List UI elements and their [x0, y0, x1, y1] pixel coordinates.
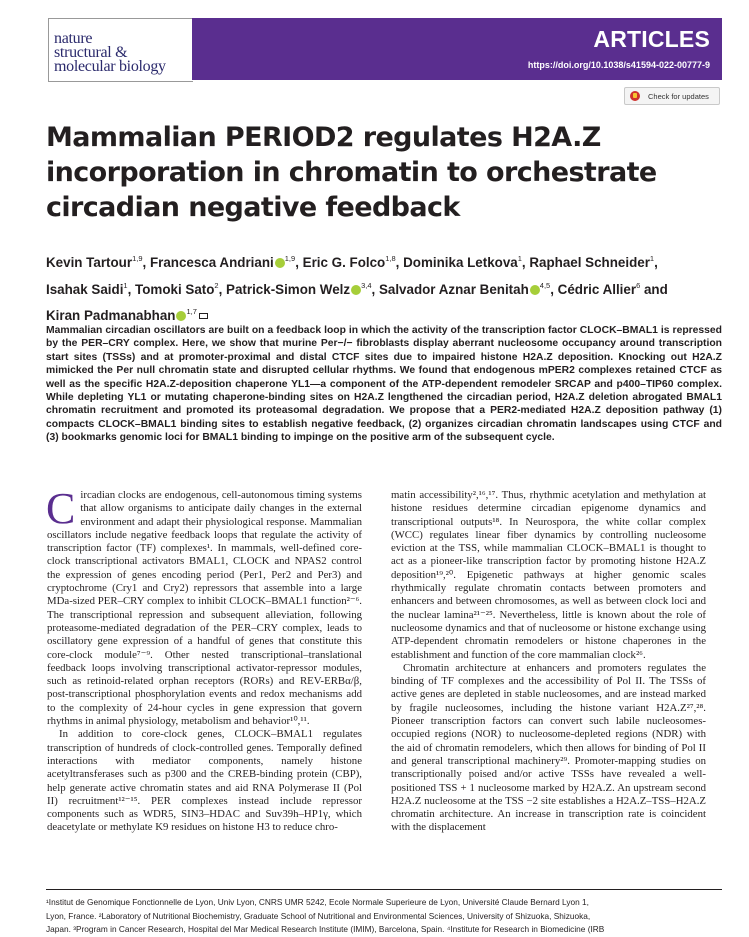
- email-icon[interactable]: [199, 313, 208, 319]
- author-affiliation-marker: 1: [649, 254, 655, 263]
- footnote-divider: [46, 889, 722, 890]
- author-name-text: Cédric Allier: [557, 281, 637, 297]
- journal-name-line-2: structural &: [54, 44, 128, 61]
- author-name[interactable]: [303, 255, 396, 270]
- author-name[interactable]: [46, 255, 143, 270]
- author-name-text: Dominika Letkova: [403, 255, 518, 270]
- body-column-left: [46, 484, 362, 835]
- orcid-icon[interactable]: [530, 285, 540, 295]
- author-name[interactable]: [226, 282, 371, 297]
- author-name-text: Kiran Padmanabhan: [46, 308, 176, 323]
- author-affiliation-marker: 1,8: [385, 254, 396, 263]
- author-name-text: Eric G. Folco: [302, 255, 386, 270]
- author-affiliation-marker: 4,5: [539, 280, 551, 290]
- author-affiliation-marker: 1: [517, 254, 522, 263]
- orcid-icon[interactable]: [275, 258, 285, 268]
- abstract: Mammalian circadian oscillators are built on a feedback loop in which the activity of the transcription factor CLOCK–BMAL1 is repressed by the PER–CRY complex. Here, we show that murine Per−/− fibroblasts display aberrant nucleosome occupancy around transcription start sites (TSSs) and at promoter-proximal and distal CTCF sites due to impaired histone H2A.Z deposition. Knocking out H2A.Z mimicked the Per null chromatin state and disrupted cellular rhythms. We found that endogenous mPER2 complexes retained CTCF as well as the specific H2A.Z-deposition chaperone YL1—a component of the ATP-dependent remodeler SRCAP and p400–TIP60 complex. While depleting YL1 or mutating chaperone-binding sites on H2A.Z lengthened the circadian period, H2A.Z deletion abrogated BMAL1 chromatin recruitment and promoted its proteasomal degradation. We propose that a PER2-mediated H2A.Z deposition pathway (1) compacts CLOCK–BMAL1 binding sites to establish negative feedback, (2) organizes circadian chromatin landscapes using CTCF and (3) bookmarks genomic loci for BMAL1 binding to impinge on the positive arm of the subsequent cycle.: [46, 325, 722, 444]
- affiliation-line: Lyon, France. ²Laboratory of Nutritional Biochemistry, Graduate School of Nutritional and Environmental Sciences, University of Shizuoka, Shizuoka,: [46, 910, 591, 921]
- orcid-icon[interactable]: [176, 311, 186, 321]
- affiliations: [46, 896, 722, 937]
- journal-logo[interactable]: [48, 18, 193, 82]
- body-paragraph: Chromatin architecture at enhancers and promoters regulates the binding of TF complexes and the accessibility of Pol II. The TSSs of active genes are depleted in stable nucleosomes, and are instead marked by fragile nucleosomes, including the histone variant H2A.Z²⁷,²⁸. Pioneer transcription factors can convert such labile nucleosomes-occupied regions (NOR) to nucleosome-depleted regions (NDR) with the aid of chromatin remodelers, which then allows for binding of Pol II and general transcriptional machinery²⁹. Promoter-mapping studies on transcriptionally poised and/or active TSSs have revealed a well-positioned TSS + 1 nucleosome marked by H2A.Z. An upstream second H2A.Z nucleosome at the TSS −2 site establishes a H2A.Z–TSS–H2A.Z chromatin architecture. An increase in transcription rate is coincident with the displacement: [391, 661, 706, 834]
- author-name-text: Salvador Aznar Benitah: [378, 281, 529, 297]
- body-paragraph: [46, 484, 362, 728]
- author-affiliation-marker: 1,9: [284, 254, 296, 263]
- author-name-text: Patrick-Simon Welz: [226, 281, 351, 297]
- author-name[interactable]: [379, 282, 550, 297]
- author-name[interactable]: [403, 255, 522, 270]
- author-name[interactable]: [135, 282, 219, 297]
- author-affiliation-marker: 6: [636, 280, 641, 290]
- author-name-text: Raphael Schneider: [529, 255, 650, 270]
- author-name[interactable]: [46, 308, 208, 323]
- author-affiliation-marker: 1,7: [186, 307, 197, 316]
- orcid-icon[interactable]: [351, 285, 361, 295]
- author-list: Kevin Tartour$^{1,9}$, Francesca Andriani $^{1,9}$, Eric G. Folco$^{1,8}$, Dominika Letkova$^1$, Raphael Schneider$^1$, Isahak Saidi$^1$, Tomoki Sato$^2$, Patrick-Simon Welz $^{3,4}$, Salvador Aznar Benitah $^{4,5}$, Cédric Allier$^6$ and Kiran Padmanabhan $^{1,7}$: [46, 254, 668, 323]
- article-title: Mammalian PERIOD2 regulates H2A.Z incorporation in chromatin to orchestrate circadian negative feedback: [46, 122, 657, 223]
- author-affiliation-marker: 1: [123, 280, 128, 290]
- body-column-right: [391, 489, 706, 835]
- section-label: ARTICLES: [593, 26, 710, 52]
- author-name[interactable]: [558, 282, 641, 297]
- affiliation-line: ¹Institut de Genomique Fonctionnelle de Lyon, Univ Lyon, CNRS UMR 5242, Ecole Normale Superieure de Lyon, Université Claude Bernard Lyon 1,: [46, 897, 589, 907]
- author-name[interactable]: [529, 255, 654, 270]
- author-name-text: Francesca Andriani: [149, 255, 274, 270]
- author-name-text: Isahak Saidi: [46, 281, 124, 297]
- journal-name-line-1: nature: [54, 30, 93, 47]
- author-name[interactable]: [150, 255, 295, 270]
- doi-link[interactable]: https://doi.org/10.1038/s41594-022-00777-9: [527, 60, 710, 70]
- body-paragraph-text: ircadian clocks are endogenous, cell-autonomous timing systems that allow organisms to anticipate daily changes in the external environment and adapt their physiological response. Mammalian oscillators include negative feedback loops that regulate the activity of transcription factor (TF) complexes¹. In mammals, well-defined core-clock transcriptional activators BMAL1, CLOCK and NPAS2 control the expression of genes encoding period (Per1, Per2 and Per3) and cryptochrome (Cry1 and Cry2) repressors that assemble into a large MDa-sized PER–CRY complex to inhibit CLOCK–BMAL1 function²⁻⁶. The transcriptional repression and subsequent alleviation, following proteasome-mediated degradation of the PER–CRY complex, leads to oscillatory gene expression of a handful of genes that constitute this core-clock module⁷⁻⁹. Other nested transcriptional–translational feedback loops involving transcriptional activator-repressor modules, such as retinoid-related orphan receptors (RORs) and REV-ERBα/β, post-transcriptional phosphorylation events and redox mechanisms add to the complexity of 24-hour cycles in gene expression that govern rhythms in animal physiology, metabolism and behavior¹⁰,¹¹.: [47, 489, 362, 728]
- body-paragraph: matin accessibility²,¹⁶,¹⁷. Thus, rhythmic acetylation and methylation at histone residues determine circadian epigenome dynamics and transcriptional outputs¹⁸. In Neurospora, the white collar complex (WCC) regulates linear fiber dynamics by controlling nucleosome eviction at the TSS, while mammalian CLOCK–BMAL1 is thought to act as a pioneer-like transcription factor by promoting histone H2A.Z deposition¹⁹,²⁰. Epigenetic pathways at higher genomic scales rhythmically regulate chromatin contacts between promoters and enhancers and between chromosomes, as well as between clock loci and the nuclear lamina²¹⁻²⁵. Nevertheless, little is known about the role of nucleosome dynamics and that of nucleosome or histone exchange using ATP-dependent chromatin remodelers or histone chaperones in the establishment and function of the core mammalian clock²⁶.: [391, 489, 706, 661]
- drop-cap: C: [46, 484, 76, 533]
- author-name[interactable]: [46, 282, 128, 297]
- journal-name-line-3: molecular biology: [54, 58, 166, 75]
- check-for-updates-label: Check for updates: [648, 92, 709, 101]
- author-affiliation-marker: 3,4: [361, 280, 372, 290]
- affiliation-line: Japan. ³Program in Cancer Research, Hospital del Mar Medical Research Institute (IMIM), Barcelona, Spain. ⁴Institute for Research in Biomedicine (IRB: [46, 924, 605, 934]
- section-banner: [192, 18, 722, 80]
- crossmark-icon: [630, 91, 640, 101]
- author-name-text: Tomoki Sato: [135, 281, 215, 297]
- check-for-updates-button[interactable]: [624, 87, 720, 105]
- author-name-text: Kevin Tartour: [46, 255, 133, 270]
- author-affiliation-marker: 1,9: [132, 254, 143, 263]
- author-affiliation-marker: 2: [214, 280, 219, 290]
- body-paragraph: In addition to core-clock genes, CLOCK–BMAL1 regulates transcription of hundreds of clock-controlled genes. Temporally defined interactions with mediator components, namely histone acetyltransferases such as p300 and the CREB-binding protein (CBP), help generate active chromatin states and aid RNA Polymerase II (Pol II) recruitment¹²⁻¹⁵. PER complexes instead include repressor components such as WDR5, SIN3–HDAC and Suv39h–HP1γ, which deacetylate or methylate K9 residues on histone H3 to reduce chro-: [47, 728, 362, 834]
